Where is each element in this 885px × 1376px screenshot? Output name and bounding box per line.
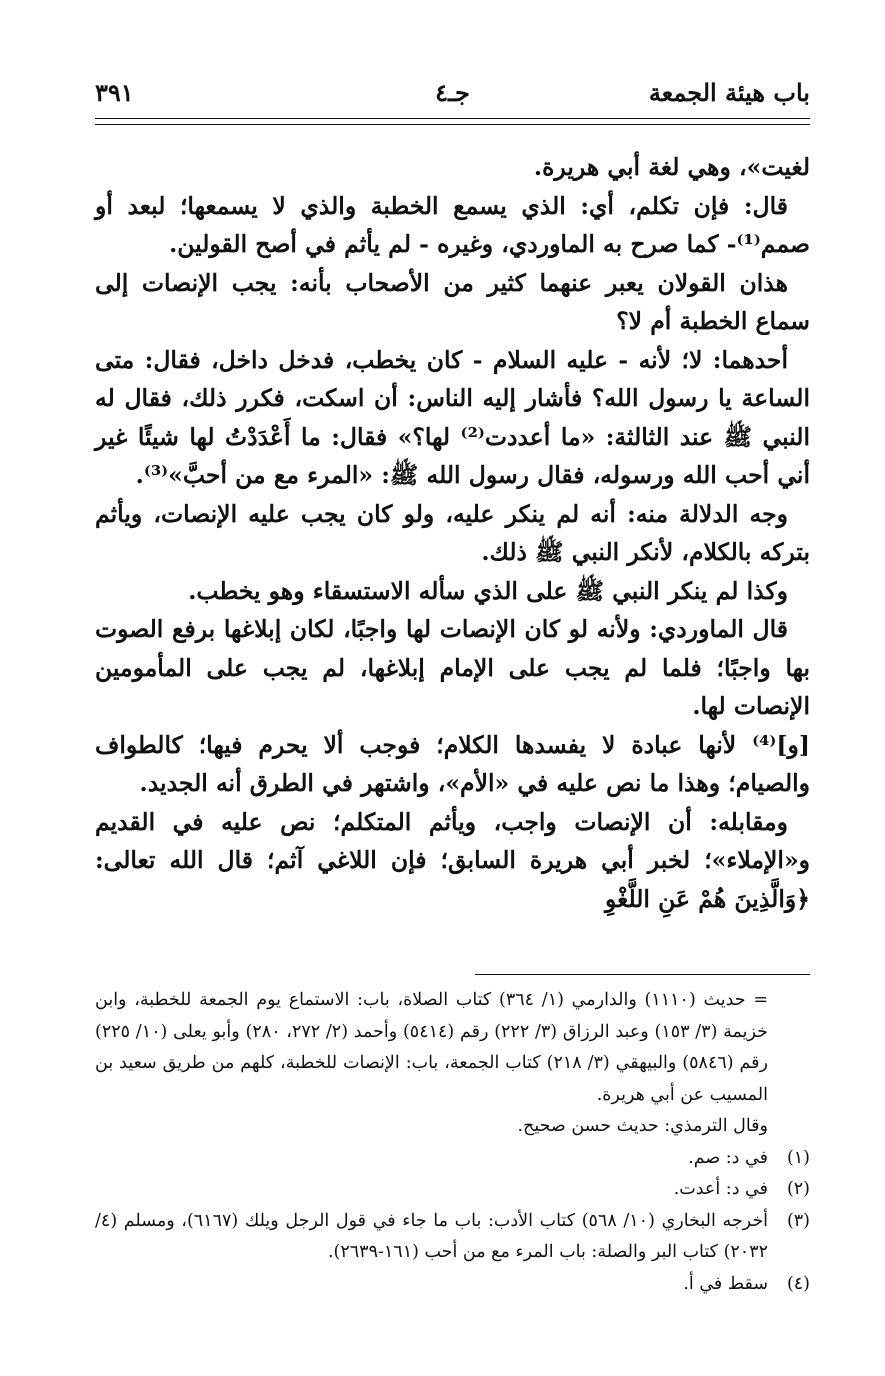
paragraph: قال: فإن تكلم، أي: الذي يسمع الخطبة والذي لا يسمعها؛ لبعد أو صمم⁽¹⁾- كما صرح به الماوردي، وغيره - لم يأثم في أصح القولين. — [95, 191, 810, 258]
footnote-number: (٢) — [786, 1179, 810, 1199]
footnote-continuation: = حديث (١١١٠) والدارمي (١/ ٣٦٤) كتاب الصلاة، باب: الاستماع يوم الجمعة للخطبة، وابن خزيمة (٣/ ١٥٣) وعبد الرزاق (٣/ ٢٢٢) رقم (٥٤١٤) وأحمد (٢/ ٢٧٢، ٢٨٠) وأبو يعلى (١٠/ ٢٢٥) رقم (٥٨٤٦) والبيهقي (٣/ ٢١٨) كتاب الجمعة، باب: الإنصات للخطبة، كلهم من طريق سعيد بن المسيب عن أبي هريرة. — [95, 990, 768, 1105]
footnotes — [95, 985, 810, 1300]
footnote-text: في د: صم. — [688, 1147, 768, 1168]
paragraph: وجه الدلالة منه: أنه لم ينكر عليه، ولو كان يجب عليه الإنصات، ويأثم بتركه بالكلام، لأنكر النبي ﷺ ذلك. — [95, 499, 810, 566]
page-number: ٣٩١ — [95, 78, 134, 107]
footnote-text: أخرجه البخاري (١٠/ ٥٦٨) كتاب الأدب: باب ما جاء في قول الرجل ويلك (٦١٦٧)، ومسلم (٤/ ٢٠٣٢) كتاب البر والصلة: باب المرء مع من أحب (١٦١-٢٦٣٩). — [95, 1210, 768, 1262]
chapter-title: باب هيئة الجمعة — [648, 78, 810, 107]
footnote-number: (١) — [786, 1147, 810, 1168]
paragraph: ومقابله: أن الإنصات واجب، ويأثم المتكلم؛ نص عليه في القديم و«الإملاء»؛ لخبر أبي هريرة السابق؛ فإن اللاغي آثم؛ قال الله تعالى: ﴿وَالَّذِينَ هُمْ عَنِ اللَّغْوِ — [95, 807, 810, 913]
footnote-item — [95, 1174, 810, 1206]
paragraph: هذان القولان يعبر عنهما كثير من الأصحاب بأنه: يجب الإنصات إلى سماع الخطبة أم لا؟ — [95, 268, 810, 335]
paragraph: لغيت»، وهي لغة أبي هريرة. — [533, 153, 810, 181]
main-text — [95, 148, 810, 918]
footnote-text: سقط في أ. — [683, 1273, 768, 1294]
header-rule-thin — [95, 118, 810, 119]
footnote-number: (٣) — [786, 1210, 810, 1231]
footnote-number: (٤) — [786, 1273, 810, 1294]
volume-number: جـ٤ — [435, 78, 470, 107]
footnote-separator — [475, 974, 810, 975]
running-header — [95, 78, 810, 118]
paragraph: [و]⁽⁴⁾ لأنها عبادة لا يفسدها الكلام؛ فوجب ألا يحرم فيها؛ كالطواف والصيام؛ وهذا ما نص عليه في «الأم»، واشتهر في الطرق أنه الجديد. — [95, 730, 810, 797]
footnote-item — [95, 1269, 810, 1301]
footnote-continuation: وقال الترمذي: حديث حسن صحيح. — [517, 1116, 768, 1136]
header-rule — [95, 124, 810, 125]
paragraph: قال الماوردي: ولأنه لو كان الإنصات لها واجبًا، لكان إبلاغها برفع الصوت بها واجبًا؛ فلما لم يجب على الإمام إبلاغها، لم يجب على المأمومين الإنصات لها. — [95, 615, 810, 720]
paragraph: وكذا لم ينكر النبي ﷺ على الذي سأله الاستسقاء وهو يخطب. — [188, 576, 788, 605]
footnote-item — [95, 1143, 810, 1175]
paragraph: أحدهما: لا؛ لأنه - عليه السلام - كان يخطب، فدخل داخل، فقال: متى الساعة يا رسول الله؟ فأشار إليه الناس: أن اسكت، فكرر ذلك، فقال له النبي ﷺ عند الثالثة: «ما أعددت⁽²⁾ لها؟» فقال: ما أَعْدَدْتُ لها شيئًا غير أني أحب الله ورسوله، فقال رسول الله ﷺ: «المرء مع من أحبَّ»⁽³⁾. — [95, 345, 810, 489]
footnote-item — [95, 1206, 810, 1269]
footnote-text: في د: أعدت. — [673, 1179, 768, 1199]
